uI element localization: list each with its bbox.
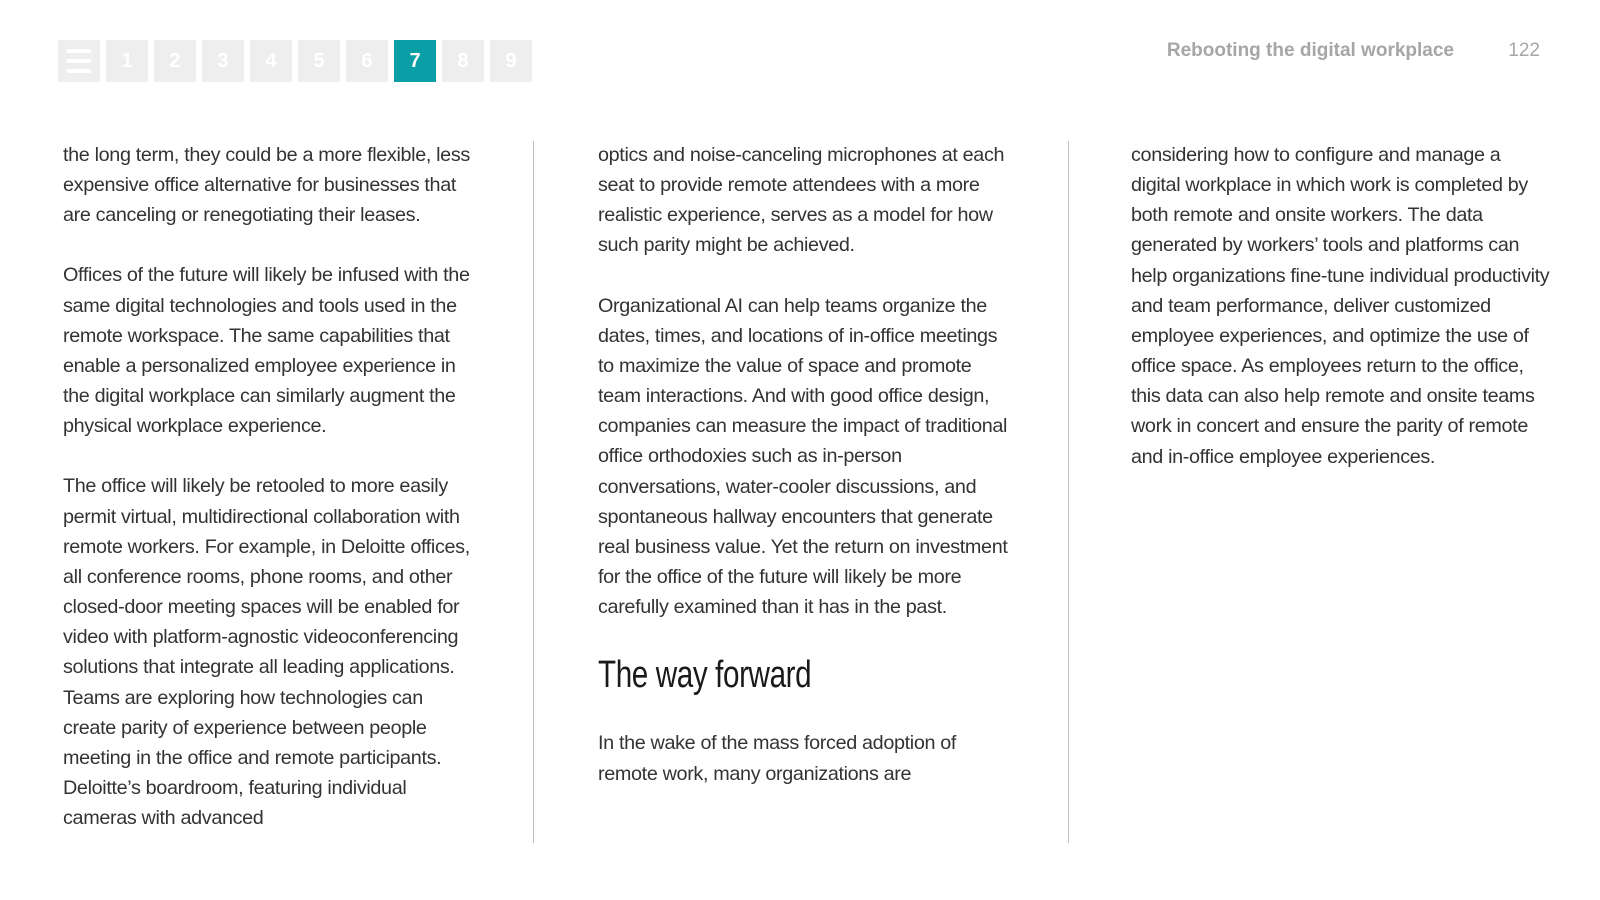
page-button-8[interactable]: 8: [442, 40, 484, 82]
page-button-3[interactable]: 3: [202, 40, 244, 82]
menu-button[interactable]: [58, 40, 100, 82]
page-button-7-active[interactable]: 7: [394, 40, 436, 82]
paragraph: Organizational AI can help teams organize the dates, times, and locations of in-office meetings to maximize the value of space and promote team interactions. And with good office design, companies can measure the impact of traditional office orthodoxies such as in-person conversations, water-cooler discussions, and spontaneous hallway encounters that generate real business value. Yet the return on investment for the office of the future will likely be more carefully examined than it has in the past.: [598, 294, 1008, 619]
paragraph: the long term, they could be a more flexible, less expensive office alternative for businesses that are canceling or renegotiating their leases.: [63, 144, 470, 227]
column-divider: [1068, 141, 1069, 843]
page-number: 122: [1508, 40, 1540, 61]
paragraph: considering how to configure and manage a digital workplace in which work is completed by both remote and onsite workers. The data generated by workers’ tools and platforms can help organizations fine-tune individual productivity and team performance, deliver customized employee experiences, and optimize the use of office space. As employees return to the office, this data can also help remote and onsite teams work in concert and ensure the parity of remote and in-office employee experiences.: [1131, 144, 1550, 468]
text-column-3: [1131, 140, 1551, 502]
text-column-2: [598, 140, 1008, 819]
page-button-2[interactable]: 2: [154, 40, 196, 82]
paragraph: The office will likely be retooled to more easily permit virtual, multidirectional collaboration with remote workers. For example, in Deloitte offices, all conference rooms, phone rooms, and other closed-door meeting spaces will be enabled for video with platform-agnostic videoconferencing solutions that integrate all leading applications. Teams are exploring how technologies can create parity of experience between people meeting in the office and remote participants. Deloitte’s boardroom, featuring individual cameras with advanced: [63, 475, 470, 830]
page-button-4[interactable]: 4: [250, 40, 292, 82]
text-column-1: [63, 140, 473, 863]
document-title: Rebooting the digital workplace: [1166, 40, 1454, 61]
page-button-1[interactable]: 1: [106, 40, 148, 82]
column-divider: [533, 141, 534, 843]
page-button-5[interactable]: 5: [298, 40, 340, 82]
section-heading: The way forward: [598, 654, 812, 697]
paragraph: Offices of the future will likely be infused with the same digital technologies and tools used in the remote workspace. The same capabilities that enable a personalized employee experience in the digital workplace can similarly augment the physical workplace experience.: [63, 264, 470, 438]
page-button-9[interactable]: 9: [490, 40, 532, 82]
paragraph: In the wake of the mass forced adoption of remote work, many organizations are: [598, 732, 957, 785]
hamburger-menu-icon: [67, 49, 91, 73]
page-navigation: [58, 40, 532, 82]
page-button-6[interactable]: 6: [346, 40, 388, 82]
paragraph: optics and noise-canceling microphones at each seat to provide remote attendees with a more realistic experience, serves as a model for how such parity might be achieved.: [598, 144, 1005, 257]
